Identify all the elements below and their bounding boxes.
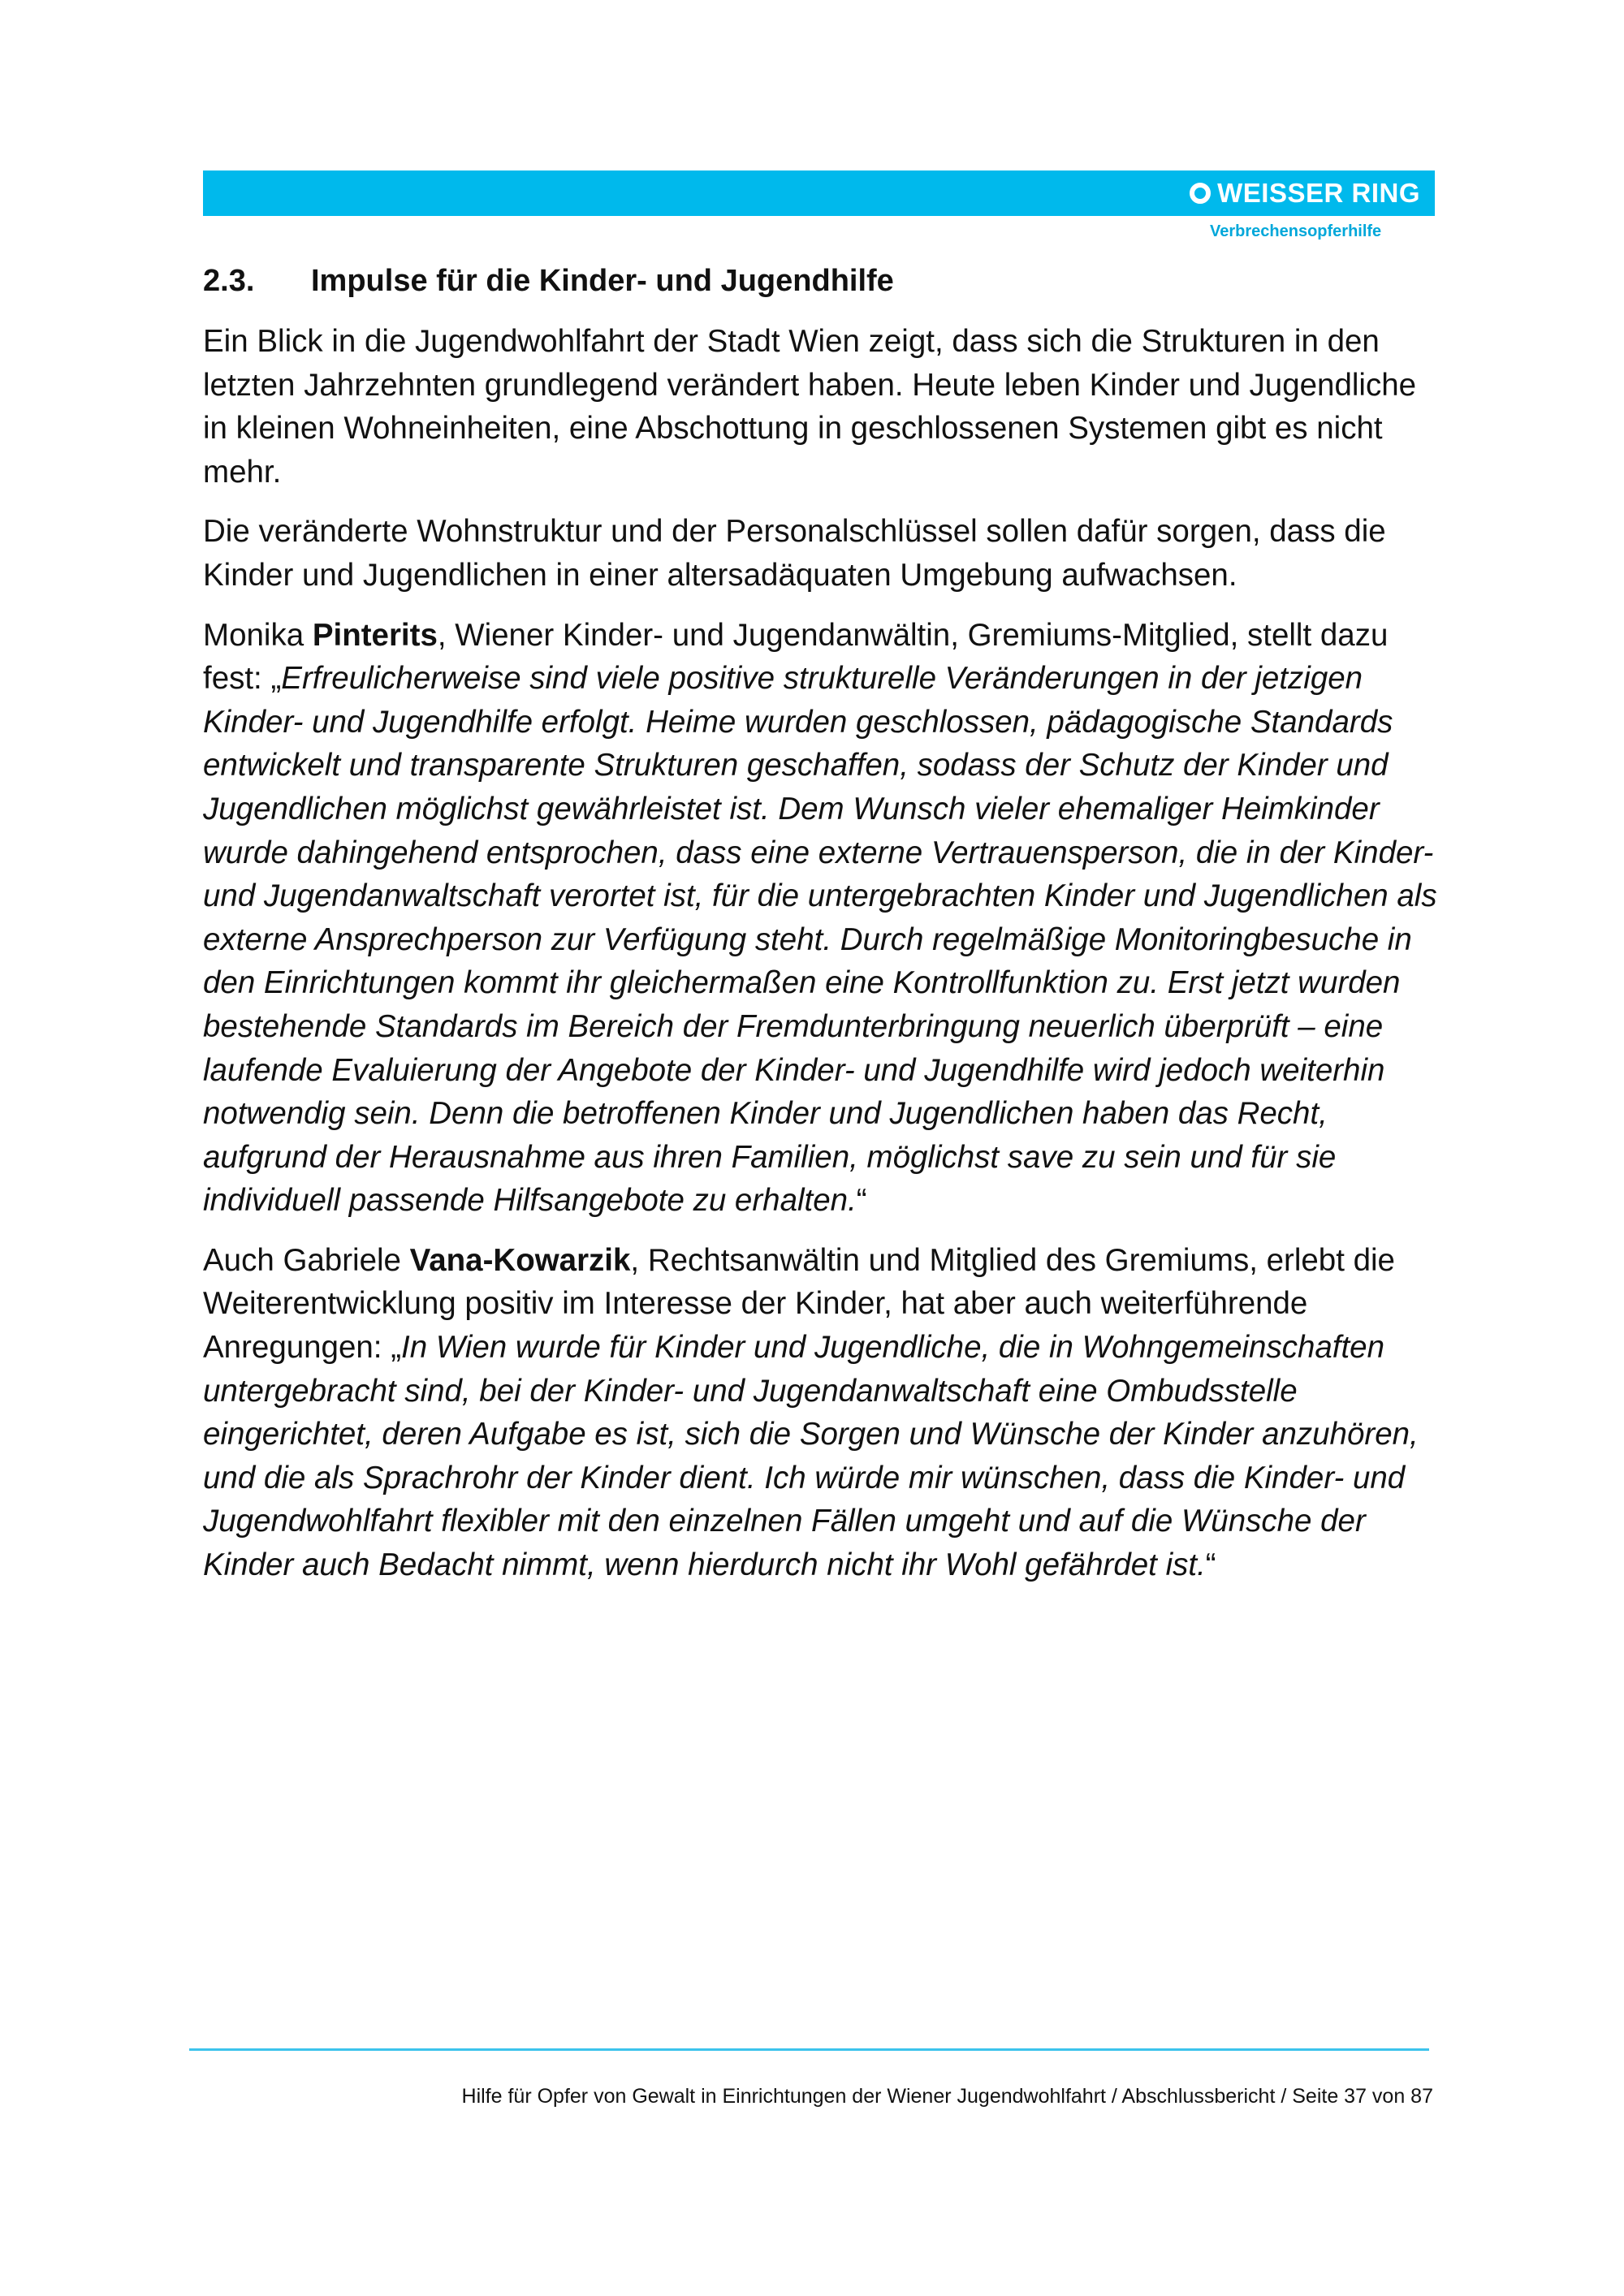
- paragraph-2: Die veränderte Wohnstruktur und der Personalschlüssel sollen dafür sorgen, dass die Kinder und Jugendlichen in einer altersadäquaten Umgebung aufwachsen.: [203, 514, 1386, 593]
- section-title: Impulse für die Kinder- und Jugendhilfe: [311, 264, 894, 298]
- paragraph-4-intro: Auch Gabriele: [203, 1242, 410, 1278]
- footer-text: Hilfe für Opfer von Gewalt in Einrichtungen der Wiener Jugendwohlfahrt / Abschlussbericht / Seite 37 von 87: [461, 2085, 1433, 2108]
- quote-close-mark: “: [856, 1183, 867, 1219]
- logo-text: WEISSER RING: [1217, 178, 1420, 208]
- quote-pinterits: Erfreulicherweise sind viele positive strukturelle Veränderungen in der jetzigen Kinder- und Jugendhilfe erfolgt. Heime wurden geschlossen, pädagogische Standards entwickelt und transparente Strukturen geschaffen, sodass der Schutz der Kinder und Jugendlichen möglichst gewährleistet ist. Dem Wunsch vieler ehemaliger Heimkinder wurde dahingehend entsprochen, dass eine externe Vertrauensperson, die in der Kinder- und Jugendanwaltschaft verortet ist, für die untergebrachten Kinder und Jugendlichen als externe Ansprechperson zur Verfügung steht. Durch regelmäßige Monitoringbesuche in den Einrichtungen kommt ihr gleichermaßen eine Kontrollfunktion zu. Erst jetzt wurden bestehende Standards im Bereich der Fremdunterbringung neuerlich überprüft – eine laufende Evaluierung der Angebote der Kinder- und Jugendhilfe wird jedoch weiterhin notwendig sein. Denn die betroffenen Kinder und Jugendlichen haben das Recht, aufgrund der Herausnahme aus ihren Familien, möglichst save zu sein und für sie individuell passende Hilfsangebote zu erhalten.: [203, 661, 1437, 1219]
- person-name-vana-kowarzik: Vana-Kowarzik: [409, 1242, 631, 1278]
- person-name-pinterits: Pinterits: [312, 617, 438, 653]
- footer-divider: [189, 2048, 1429, 2051]
- quote-vana-kowarzik: In Wien wurde für Kinder und Jugendliche, die in Wohngemeinschaften untergebracht sind, bei der Kinder- und Jugendanwaltschaft eine Ombudsstelle eingerichtet, deren Aufgabe es ist, sich die Sorgen und Wünsche der Kinder anzuhören, und die als Sprachrohr der Kinder dient. Ich würde mir wünschen, dass die Kinder- und Jugendwohlfahrt flexibler mit den einzelnen Fällen umgeht und auf die Wünsche der Kinder auch Bedacht nimmt, wenn hierdurch nicht ihr Wohl gefährdet ist.: [203, 1330, 1419, 1583]
- main-content: [203, 258, 1437, 1603]
- paragraph-3-intro: Monika: [203, 617, 313, 653]
- paragraph-3: [203, 614, 1437, 1223]
- section-heading: [203, 258, 1437, 304]
- logo-subtitle: Verbrechensopferhilfe: [1210, 222, 1382, 240]
- ring-icon: [1190, 183, 1211, 204]
- quote-close-mark: “: [1205, 1547, 1216, 1583]
- paragraph-3-attribution: , Wiener Kinder- und Jugendanwältin, Gremiums-Mitglied, stellt dazu fest: „: [203, 617, 1389, 697]
- section-number: 2.3.: [203, 264, 255, 298]
- paragraph-4: [203, 1239, 1437, 1587]
- paragraph-1: Ein Blick in die Jugendwohlfahrt der Stadt Wien zeigt, dass sich die Strukturen in den letzten Jahrzehnten grundlegend verändert haben. Heute leben Kinder und Jugendliche in kleinen Wohneinheiten, eine Abschottung in geschlossenen Systemen gibt es nicht mehr.: [203, 324, 1417, 490]
- header-band: [203, 170, 1435, 216]
- paragraph-4-attribution: , Rechtsanwältin und Mitglied des Gremiums, erlebt die Weiterentwicklung positiv im Interesse der Kinder, hat aber auch weiterführende Anregungen: „: [203, 1242, 1395, 1366]
- weisser-ring-logo: [1190, 177, 1420, 209]
